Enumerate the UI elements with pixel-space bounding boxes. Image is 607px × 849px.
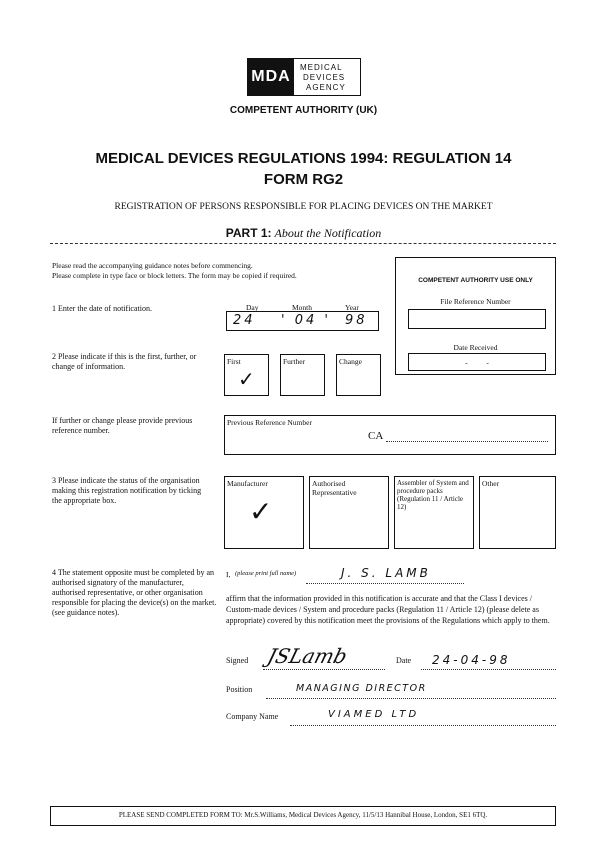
q3-text: 3 Please indicate the status of the organisation making this registration notification by ticking the appropriate box. (52, 476, 202, 505)
day-label: Day (246, 303, 259, 312)
date-received-field[interactable] (408, 353, 546, 371)
checkbox-change[interactable] (336, 354, 381, 396)
notification-date-field[interactable] (226, 311, 379, 331)
footer-address: PLEASE SEND COMPLETED FORM TO: Mr.S.Williams, Medical Devices Agency, 11/5/13 Hannibal House, London, SE1 6TQ. (118, 811, 488, 819)
checkbox-further-label: Further (283, 357, 306, 366)
logo-line-3: AGENCY (306, 83, 346, 92)
status-other-label: Other (482, 479, 500, 488)
form-subtitle: REGISTRATION OF PERSONS RESPONSIBLE FOR PLACING DEVICES ON THE MARKET (114, 202, 493, 212)
form-title-line-2: FORM RG2 (263, 171, 344, 188)
status-assembler[interactable] (394, 476, 474, 549)
mda-logo (247, 58, 361, 96)
position-value[interactable]: MANAGING DIRECTOR (296, 683, 427, 694)
status-authorised-representative[interactable] (309, 476, 389, 549)
part-title: About the Notification (274, 226, 382, 240)
date-received-value: - - (465, 358, 489, 367)
competent-authority-box (395, 257, 556, 375)
part-prefix: PART 1: (225, 226, 272, 240)
q2-text: 2 Please indicate if this is the first, further, or change of information. (52, 352, 197, 371)
form-title-line-1: MEDICAL DEVICES REGULATIONS 1994: REGULATION 14 (95, 150, 512, 167)
reference-dotted-line (386, 441, 548, 442)
status-assembler-label: Assembler of System and procedure packs (Regulation 11 / Article 12) (397, 479, 469, 511)
date-month-value: ' 04 ' (281, 313, 331, 328)
name-prefix: I, (226, 570, 231, 579)
date-underline (421, 669, 556, 670)
company-name-value[interactable]: VIAMED LTD (328, 709, 420, 720)
ca-prefix: CA (368, 430, 384, 442)
date-label: Date (396, 656, 412, 665)
part-heading (0, 226, 607, 241)
year-label: Year (345, 303, 359, 312)
competent-authority-heading: COMPETENT AUTHORITY (UK) (229, 105, 378, 116)
signed-label: Signed (226, 656, 249, 665)
full-name-row (226, 566, 556, 582)
company-name-underline (290, 725, 556, 726)
ca-box-heading: COMPETENT AUTHORITY USE ONLY (418, 277, 533, 284)
date-day-value: 24 (233, 313, 256, 328)
company-name-label: Company Name (226, 712, 279, 721)
part-divider (50, 243, 556, 244)
previous-reference-label: Previous Reference Number (227, 418, 312, 427)
signature-underline (263, 669, 385, 670)
date-received-label: Date Received (453, 343, 498, 352)
logo-initials: MDA (248, 59, 294, 95)
checkbox-change-label: Change (339, 357, 362, 366)
status-other[interactable] (479, 476, 556, 549)
status-manufacturer[interactable] (224, 476, 304, 549)
footer-address-box (50, 806, 556, 826)
position-underline (266, 698, 556, 699)
date-year-value: 98 (345, 313, 368, 328)
checkbox-further[interactable] (280, 354, 325, 396)
position-label: Position (226, 685, 253, 694)
checkbox-first-label: First (227, 357, 241, 366)
status-authorised-representative-label: Authorised Representative (312, 479, 357, 497)
affirmation-statement: affirm that the information provided in this notification is accurate and that the Class I devices / Custom-made devices / System and procedure packs (Regulation 11 / Article 12) (please delete as appropriate) covered by this notification meet the provisions of the Regulations which apply to them. (226, 594, 550, 625)
name-hint: (please print full name) (235, 570, 297, 577)
logo-line-1: MEDICAL (300, 63, 343, 72)
month-label: Month (292, 303, 313, 312)
instruction-1: Please read the accompanying guidance notes before commencing. (52, 261, 253, 270)
logo-line-2: DEVICES (303, 73, 346, 82)
instruction-2: Please complete in type face or block letters. The form may be copied if required. (52, 271, 297, 280)
signature-date[interactable]: 24-04-98 (432, 653, 511, 667)
full-name-value[interactable]: J. S. LAMB (341, 566, 431, 580)
file-reference-field[interactable] (408, 309, 546, 329)
tick-mark-first: ✓ (238, 369, 255, 391)
q-ref-text: If further or change please provide previous reference number. (52, 416, 193, 435)
full-name-underline (306, 583, 464, 584)
q1-text: 1 Enter the date of notification. (52, 304, 152, 313)
status-manufacturer-label: Manufacturer (227, 479, 268, 488)
checkbox-first[interactable] (224, 354, 269, 396)
file-reference-label: File Reference Number (440, 297, 511, 306)
q4-text: 4 The statement opposite must be completed by an authorised signatory of the manufacturer, authorised representative, or other organisation responsible for placing the device(s) on the market. (see guidance notes). (52, 568, 217, 617)
tick-mark-manufacturer: ✓ (249, 497, 273, 528)
signature[interactable]: JSLamb (264, 644, 350, 668)
previous-reference-field[interactable] (224, 415, 556, 455)
